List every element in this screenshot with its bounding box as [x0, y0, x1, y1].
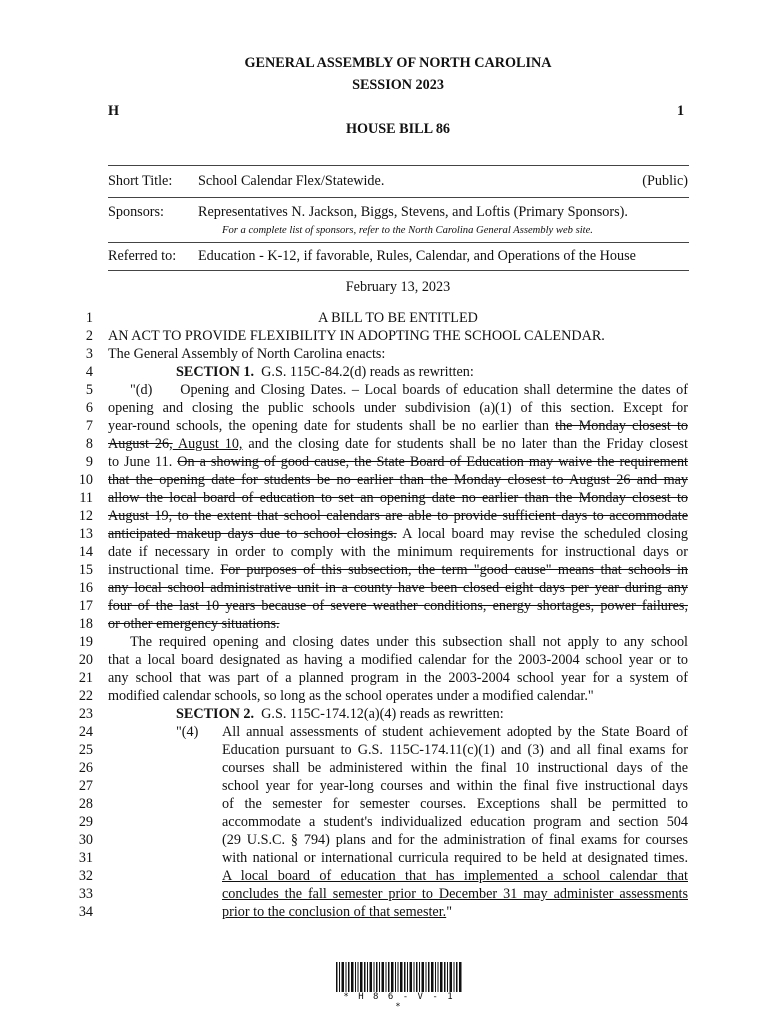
deleted-text: the Monday closest to	[555, 418, 688, 434]
introduced-date: February 13, 2023	[345, 279, 451, 295]
line-number: 16	[78, 580, 93, 596]
body-line: any school that was part of a planned program in the 2003-2004 school year for a system of	[108, 670, 688, 686]
act-title: AN ACT TO PROVIDE FLEXIBILITY IN ADOPTING THE SCHOOL CALENDAR.	[108, 328, 605, 344]
enacting-clause: The General Assembly of North Carolina enacts:	[108, 346, 386, 362]
body-line: that a local board designated as having a modified calendar for the 2003-2004 school year or to	[108, 652, 688, 668]
body-line: (29 U.S.C. § 794) plans and for the administration of final exams for courses	[222, 832, 688, 848]
chamber-letter: H	[108, 103, 120, 119]
referred-label: Referred to:	[108, 248, 177, 264]
body-text: "	[446, 904, 452, 920]
line-number: 15	[78, 562, 93, 578]
line-number: 17	[78, 598, 93, 614]
line-number: 8	[85, 436, 93, 452]
barcode-label: * H 8 6 - V - 1 *	[343, 992, 455, 1012]
body-line	[108, 454, 688, 471]
inserted-line: A local board of education that has implemented a school calendar that	[222, 868, 688, 884]
body-line	[222, 904, 688, 921]
deleted-line: four of the last 10 years because of severe weather conditions, energy shortages, power failures,	[108, 598, 688, 614]
divider	[108, 270, 689, 271]
body-text: to June 11.	[108, 454, 178, 470]
line-number: 14	[78, 544, 93, 560]
line-number: 12	[78, 508, 93, 524]
body-line: with national or international curricula required to be held at designated times.	[222, 850, 688, 866]
section-2-heading	[176, 706, 756, 723]
line-number: 22	[78, 688, 93, 704]
line-number: 21	[78, 670, 93, 686]
deleted-text: anticipated makeup days due to school closings.	[108, 526, 397, 542]
line-number: 3	[85, 346, 93, 362]
body-line: modified calendar schools, so long as the school operates under a modified calendar."	[108, 688, 594, 704]
deleted-text: August 26,	[108, 436, 173, 452]
short-title: School Calendar Flex/Statewide.	[198, 173, 385, 189]
sponsors: Representatives N. Jackson, Biggs, Stevens, and Loftis (Primary Sponsors).	[198, 204, 628, 220]
short-title-label: Short Title:	[108, 173, 173, 189]
body-line: accommodate a student's individualized education program and section 504	[222, 814, 688, 830]
line-number: 1	[85, 310, 93, 326]
deleted-line: any local school administrative unit in a county have been closed eight days per year during any	[108, 580, 688, 596]
section-1-heading	[176, 364, 756, 381]
line-number: 9	[85, 454, 93, 470]
line-number: 20	[78, 652, 93, 668]
line-number: 18	[78, 616, 93, 632]
body-line: "(d) Opening and Closing Dates. – Local boards of education shall determine the dates of	[130, 382, 688, 398]
body-line: of the semester for semester courses. Exceptions shall be permitted to	[222, 796, 688, 812]
body-line: The required opening and closing dates under this subsection shall not apply to any school	[130, 634, 688, 650]
line-number: 2	[85, 328, 93, 344]
body-line: Education pursuant to G.S. 115C-174.11(c)(1) and (3) and all final exams for	[222, 742, 688, 758]
sponsors-label: Sponsors:	[108, 204, 164, 220]
section-2-label: SECTION 2.	[176, 706, 255, 722]
inserted-text: prior to the conclusion of that semester.	[222, 904, 447, 920]
sponsors-note: For a complete list of sponsors, refer to the North Carolina General Assembly web site.	[222, 225, 593, 236]
line-number: 30	[78, 832, 93, 848]
inserted-line: concludes the fall semester prior to December 31 may administer assessments	[222, 886, 688, 902]
divider	[108, 242, 689, 243]
deleted-text: On a showing of good cause, the State Board of Education may waive the requirement	[177, 454, 688, 470]
deleted-line: allow the local board of education to set an opening date no earlier than the Monday closest to	[108, 490, 688, 506]
section-1-label: SECTION 1.	[176, 364, 255, 380]
body-line	[108, 526, 688, 543]
bill-title: HOUSE BILL 86	[345, 121, 451, 137]
line-number: 25	[78, 742, 93, 758]
body-line: school year for year-long courses and within the final five instructional days	[222, 778, 688, 794]
barcode-image	[336, 962, 462, 992]
body-line: date if necessary in order to comply with the minimum requirements for instructional days or	[108, 544, 688, 560]
line-number: 31	[78, 850, 93, 866]
line-number: 5	[85, 382, 93, 398]
public-tag: (Public)	[642, 173, 688, 189]
bill-caption: A BILL TO BE ENTITLED	[318, 310, 478, 326]
line-number: 32	[78, 868, 93, 884]
body-line	[108, 562, 688, 579]
line-number: 13	[78, 526, 93, 542]
body-line: All annual assessments of student achievement adopted by the State Board of	[222, 724, 688, 740]
body-text: and the closing date for students shall be no later than the Friday closest	[242, 436, 688, 452]
body-text: A local board may revise the scheduled closing	[396, 526, 688, 542]
line-number: 7	[85, 418, 93, 434]
divider	[108, 197, 689, 198]
line-number: 26	[78, 760, 93, 776]
body-text: year-round schools, the opening date for students shall be no earlier than	[108, 418, 556, 434]
body-line: courses shall be administered within the final 10 instructional days of the	[222, 760, 688, 776]
line-number: 4	[85, 364, 93, 380]
assembly-heading: GENERAL ASSEMBLY OF NORTH CAROLINA	[244, 55, 552, 71]
line-number: 29	[78, 814, 93, 830]
body-text: instructional time.	[108, 562, 221, 578]
line-number: 28	[78, 796, 93, 812]
body-line	[108, 436, 688, 453]
line-number: 6	[85, 400, 93, 416]
line-number: 11	[79, 490, 93, 506]
deleted-line: August 19, to the extent that school calendars are able to provide sufficient days to accommodate	[108, 508, 688, 524]
line-number: 34	[78, 904, 93, 920]
session-heading: SESSION 2023	[352, 77, 444, 93]
line-number: 23	[78, 706, 93, 722]
line-number: 24	[78, 724, 93, 740]
section-2-text: G.S. 115C-174.12(a)(4) reads as rewritten:	[261, 706, 504, 722]
deleted-line: that the opening date for students be no earlier than the Monday closest to August 26 and may	[108, 472, 688, 488]
body-line	[108, 418, 688, 435]
subdivision-number: "(4)	[176, 724, 199, 740]
deleted-line: or other emergency situations.	[108, 616, 280, 632]
line-number: 19	[78, 634, 93, 650]
section-1-text: G.S. 115C-84.2(d) reads as rewritten:	[261, 364, 474, 380]
referred-to: Education - K-12, if favorable, Rules, Calendar, and Operations of the House	[198, 248, 636, 264]
divider	[108, 165, 689, 166]
body-line: opening and closing the public schools under subdivision (a)(1) of this section. Except for	[108, 400, 688, 416]
deleted-text: For purposes of this subsection, the term "good cause" means that schools in	[220, 562, 688, 578]
line-number: 33	[78, 886, 93, 902]
page-number: 1	[677, 103, 685, 119]
inserted-text: August 10,	[172, 436, 243, 452]
line-number: 10	[78, 472, 93, 488]
line-number: 27	[78, 778, 93, 794]
